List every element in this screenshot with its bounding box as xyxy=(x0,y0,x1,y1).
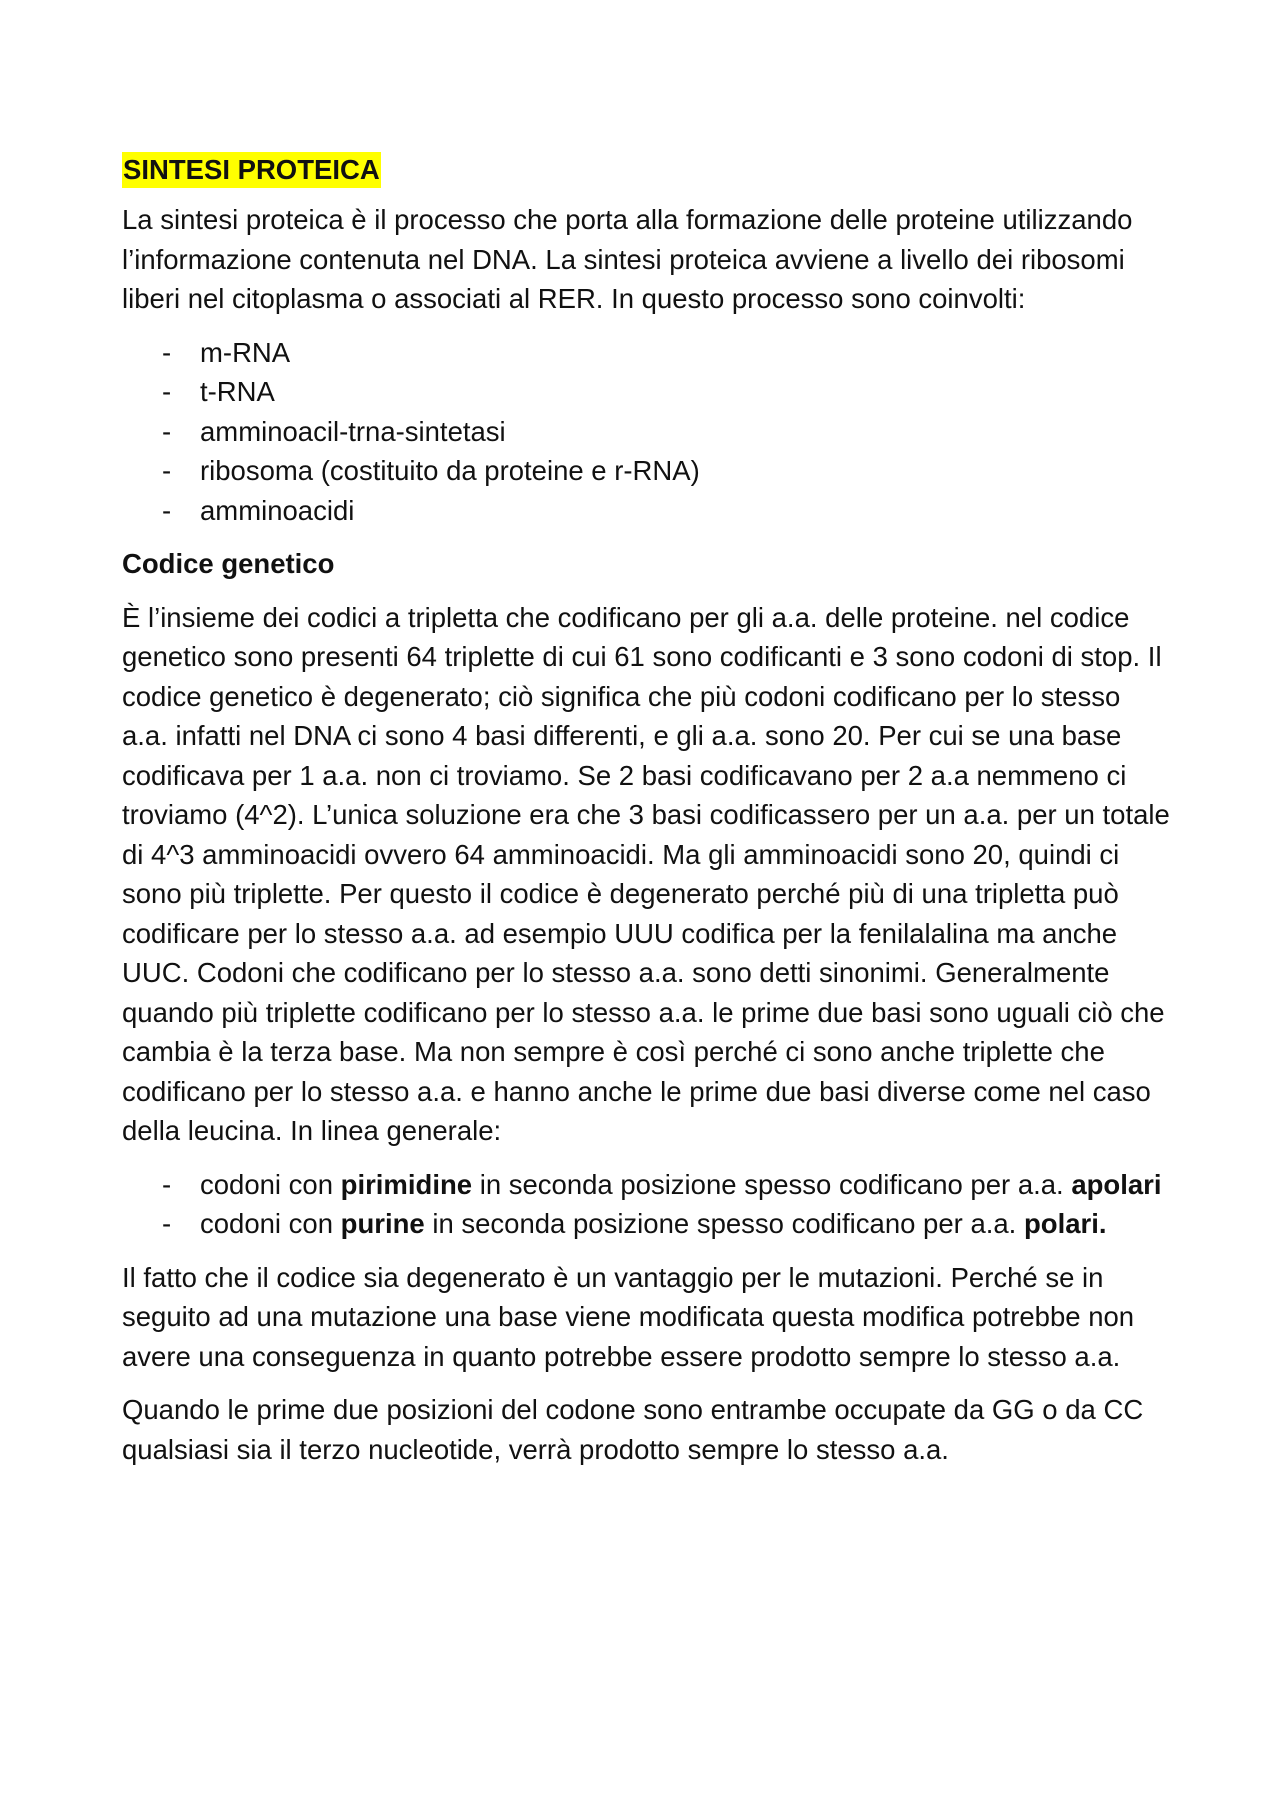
rule-item-pirimidine: - codoni con pirimidine in seconda posizione spesso codificano per a.a. apolari xyxy=(122,1165,1172,1205)
list-item: - amminoacidi xyxy=(122,491,1172,531)
components-list xyxy=(122,333,1172,531)
rules-list xyxy=(122,1165,1172,1244)
bold-term: pirimidine xyxy=(340,1168,473,1200)
bullet-dash: - xyxy=(162,415,172,447)
section-heading-codice-genetico: Codice genetico xyxy=(122,548,335,579)
codice-genetico-paragraph: È l’insieme dei codici a tripletta che codificano per gli a.a. delle proteine. nel codice genetico sono presenti 64 triplette di cui 61 sono codificanti e 3 sono codoni di stop. Il codice genetico è degenerato; ciò significa che più codoni codificano per lo stesso a.a. infatti nel DNA ci sono 4 basi differenti, e gli a.a. sono 20. Per cui se una base codificava per 1 a.a. non ci troviamo. Se 2 basi codificavano per 2 a.a nemmeno ci troviamo (4^2). L’unica soluzione era che 3 basi codificassero per un a.a. per un totale di 4^3 amminoacidi ovvero 64 amminoacidi. Ma gli amminoacidi sono 20, quindi ci sono più triplette. Per questo il codice è degenerato perché più di una tripletta può codificare per lo stesso a.a. ad esempio UUU codifica per la fenilalalina ma anche UUC. Codoni che codificano per lo stesso a.a. sono detti sinonimi. Generalmente quando più triplette codificano per lo stesso a.a. le prime due basi sono uguali ciò che cambia è la terza base. Ma non sempre è così perché ci sono anche triplette che codificano per lo stesso a.a. e hanno anche le prime due basi diverse come nel caso della leucina. In linea generale: xyxy=(122,601,1170,1146)
bullet-dash: - xyxy=(162,494,172,526)
bullet-dash: - xyxy=(162,336,172,368)
rule-item-purine: - codoni con purine in seconda posizione spesso codificano per a.a. polari. xyxy=(122,1204,1172,1244)
list-item: - amminoacil-trna-sintetasi xyxy=(122,412,1172,452)
bold-result: polari. xyxy=(1023,1208,1107,1239)
bold-result: apolari xyxy=(1071,1168,1162,1200)
bullet-dash: - xyxy=(162,1208,172,1239)
bullet-dash: - xyxy=(162,1168,172,1200)
gg-cc-paragraph: Quando le prime due posizioni del codone sono entrambe occupate da GG o da CC qualsiasi sia il terzo nucleotide, verrà prodotto sempre lo stesso a.a. xyxy=(122,1394,1144,1465)
bullet-dash: - xyxy=(162,376,172,407)
bold-term: purine xyxy=(340,1208,425,1239)
list-item: - t-RNA xyxy=(122,372,1172,412)
document-title: SINTESI PROTEICA xyxy=(122,152,381,188)
list-item: - m-RNA xyxy=(122,333,1172,373)
intro-paragraph: La sintesi proteica è il processo che porta alla formazione delle proteine utilizzando l’informazione contenuta nel DNA. La sintesi proteica avviene a livello dei ribosomi liberi nel citoplasma o associati al RER. In questo processo sono coinvolti: xyxy=(122,204,1133,314)
document-page xyxy=(122,150,1172,1483)
mutations-paragraph: Il fatto che il codice sia degenerato è un vantaggio per le mutazioni. Perché se in seguito ad una mutazione una base viene modificata questa modifica potrebbe non avere una conseguenza in quanto potrebbe essere prodotto sempre lo stesso a.a. xyxy=(122,1261,1135,1372)
list-item: - ribosoma (costituito da proteine e r-RNA) xyxy=(122,451,1172,491)
bullet-dash: - xyxy=(162,455,172,486)
